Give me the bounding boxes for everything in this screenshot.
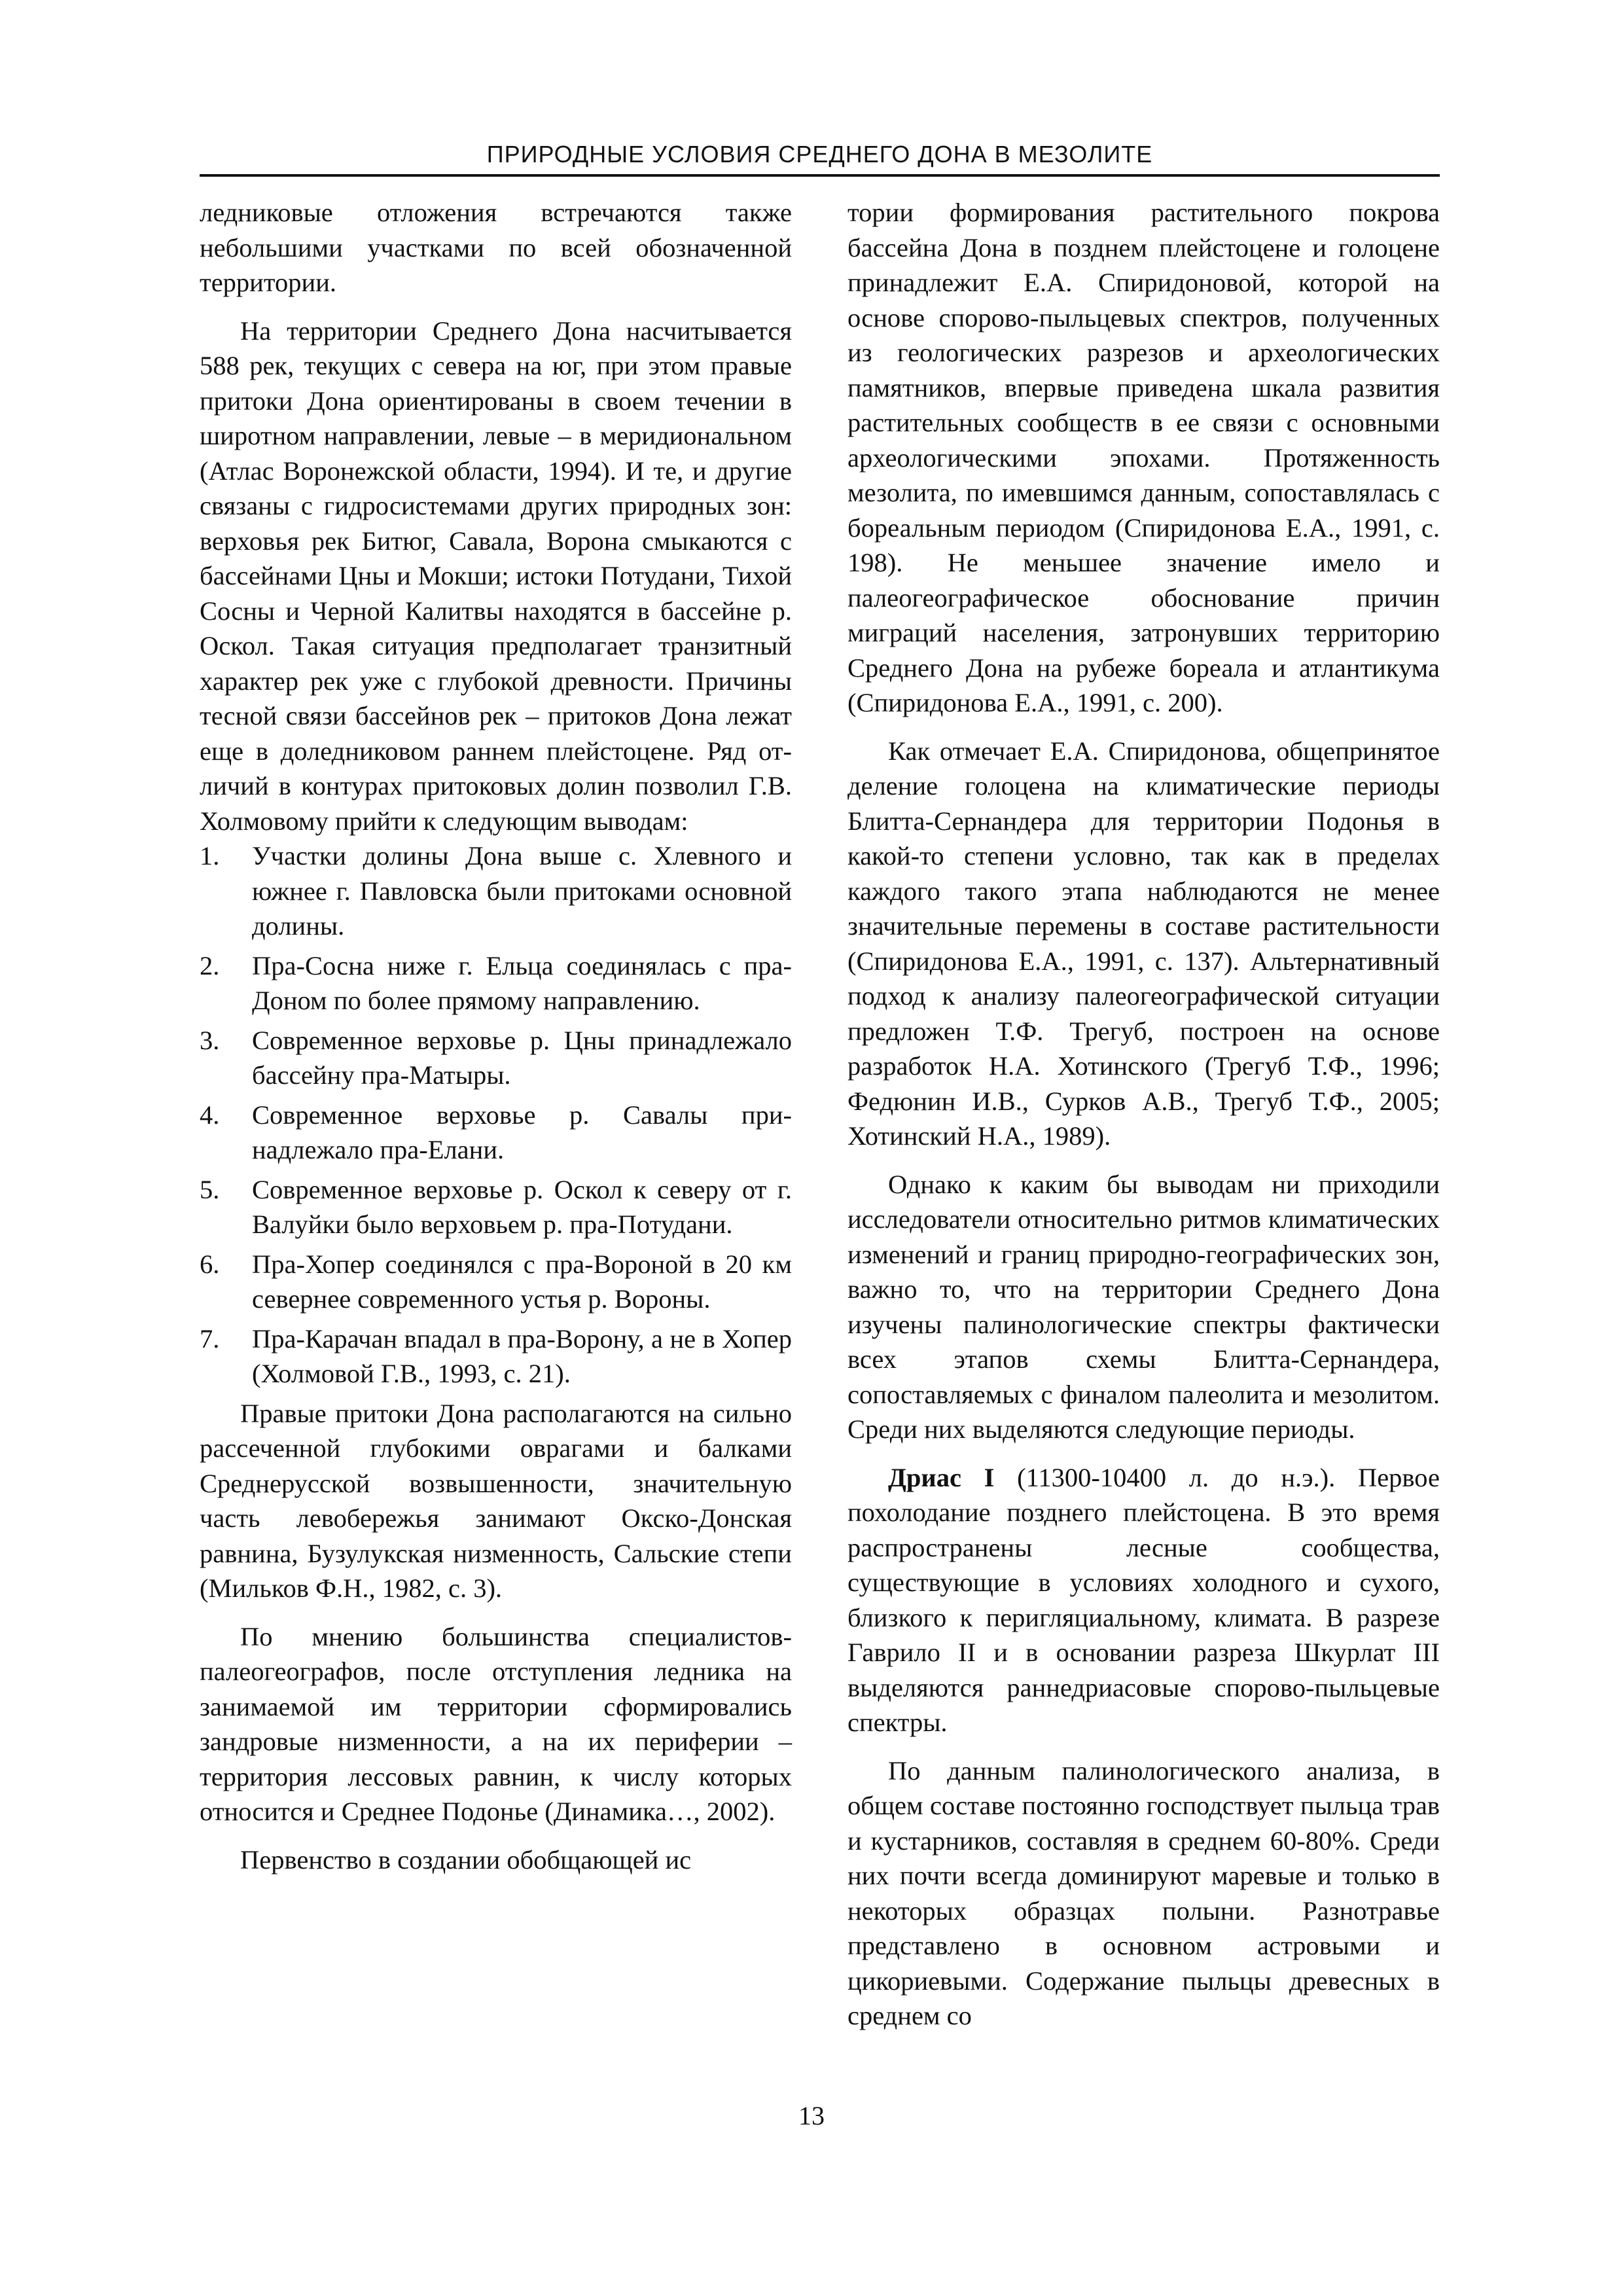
period-term: Дриас I [888, 1462, 995, 1492]
list-number: 6. [200, 1249, 220, 1279]
paragraph: Правые притоки Дона располагаются на сильно рассеченной глубокими оврагами и балками Среднерусской возвышенности, значительную часть левобережья занимают Окско-Донская равнина, Бузулукская низменность, Сальские степи (Мильков Ф.Н., 1982, с. 3). [200, 1398, 792, 1603]
list-number: 4. [200, 1100, 220, 1130]
list-item [200, 1172, 792, 1242]
list-number: 7. [200, 1323, 220, 1354]
paragraph: ледниковые отложения встречаются также небольшими участками по всей обозначенной территории. [200, 198, 792, 297]
list-item-text: Современное верховье р. Цны принадлежало бассейну пра-Матыры. [252, 1025, 792, 1090]
list-item-text: Современное верховье р. Оскол к северу от г. Валуйки было верховьем р. пра-Потудани. [252, 1174, 792, 1239]
paragraph: Однако к каким бы выводам ни приходили исследователи относительно ритмов климатических изменений и границ природно-географических зон, важно то, что на территории Среднего Дона изучены палинологические спектры фактически всех этапов схемы Блитта-Сернандера, сопоставляемых с финалом палеолита и мезолитом. Среди них выделяются следующие периоды. [847, 1169, 1440, 1444]
running-header: ПРИРОДНЫЕ УСЛОВИЯ СРЕДНЕГО ДОНА В МЕЗОЛИТЕ [486, 141, 1153, 168]
period-description: (11300-10400 л. до н.э.). Первое похолодание позднего плейстоцена. В это время распространены лесные сообщества, существующие в условиях холодного и сухого, близкого к перигляциальному, климата. В разрезе Гаврило II и в основании разреза Шкурлат III выделяются раннедриасовые спорово-пыльцевые спектры. [847, 1462, 1440, 1737]
paragraph: Первенство в создании обобщающей ис [240, 1844, 692, 1874]
left-column [200, 195, 792, 1877]
list-item-text: Пра-Сосна ниже г. Ельца соединялась с пра-Доном по более прямому направлению. [252, 950, 792, 1015]
list-item [200, 1098, 792, 1168]
list-number: 3. [200, 1025, 220, 1055]
list-item [200, 838, 792, 944]
right-column [847, 195, 1440, 2034]
list-number: 5. [200, 1174, 220, 1204]
list-item [200, 1023, 792, 1093]
list-item-text: Пра-Карачан впадал в пра-Ворону, а не в Хопер (Холмовой Г.В., 1993, с. 21). [252, 1323, 792, 1388]
list-number: 2. [200, 950, 220, 980]
page-number: 13 [798, 2101, 825, 2130]
list-number: 1. [200, 841, 220, 870]
list-item-text: Современное верховье р. Савалы принадлежало пра-Елани. [252, 1100, 792, 1164]
list-item-text: Пра-Хопер соединялся с пра-Вороной в 20 км севернее современного устья р. Вороны. [252, 1249, 792, 1314]
list-item [200, 948, 792, 1018]
paragraph: По мнению большинства специалистов-палеогеографов, после отступления ледника на занимаемой им территории сформировались зандровые низменности, а на их периферии – территория лессовых равнин, к числу которых относится и Среднее Подонье (Динамика…, 2002). [200, 1621, 792, 1826]
list-item [200, 1247, 792, 1317]
paragraph: На территории Среднего Дона насчитывается 588 рек, текущих с севера на юг, при этом правые притоки Дона ориентированы в своем течении в широтном направлении, левые – в меридиональном (Атлас Воронежской области, 1994). И те, и другие связаны с гидросистемами других природных зон: верховья рек Битюг, Савала, Ворона смыкаются с бассейнами Цны и Мокши; истоки Потудани, Тихой Сосны и Черной Калитвы находятся в бассейне р. Оскол. Такая ситуация предполагает транзитный характер рек уже с глубокой древности. Причины тесной связи бассейнов рек – притоков Дона лежат еще в доледниковом раннем плейстоцене. Ряд отличий в контурах притоковых долин позволил Г.В. Холмовому прийти к следующим выводам: [200, 315, 792, 836]
paragraph: Как отмечает Е.А. Спиридонова, общепринятое деление голоцена на климатические периоды Блитта-Сернандера для территории Подонья в какой-то степени условно, так как в пределах каждого такого этапа наблюдаются не менее значительные перемены в составе растительности (Спиридонова Е.А., 1991, с. 137). Альтернативный подход к анализу палеогеографической ситуации предложен Т.Ф. Трегуб, построен на основе разработок Н.А. Хотинского (Трегуб Т.Ф., 1996; Федюнин И.В., Сурков А.В., Трегуб Т.Ф., 2005; Хотинский Н.А., 1989). [847, 736, 1440, 1151]
list-item [200, 1321, 792, 1391]
paragraph: тории формирования растительного покрова бассейна Дона в позднем плейстоцене и голоцене принадлежит Е.А. Спиридоновой, которой на основе спорово-пыльцевых спектров, полученных из геологических разрезов и археологических памятников, впервые приведена шкала развития растительных сообществ в ее связи с основными археологическими эпохами. Протяженность мезолита, по имевшимся данным, сопоставлялась с бореальным периодом (Спиридонова Е.А., 1991, с. 198). Не меньшее значение имело и палеогеографическое обоснование причин миграций населения, затронувших территорию Среднего Дона на рубеже бореала и атлантикума (Спиридонова Е.А., 1991, с. 200). [847, 198, 1440, 717]
paragraph: По данным палинологического анализа, в общем составе постоянно господствует пыльца трав и кустарников, составляя в среднем 60-80%. Среди них почти всегда доминируют маревые и только в некоторых образцах полыни. Разнотравье представлено в основном астровыми и цикориевыми. Содержание пыльцы древесных в среднем со [847, 1755, 1440, 2030]
header-rule [200, 174, 1440, 177]
list-item-text: Участки долины Дона выше с. Хлевного и южнее г. Павловска были притоками основной долины. [252, 841, 792, 941]
paragraph [847, 1460, 1440, 1740]
numbered-list [200, 838, 792, 1391]
